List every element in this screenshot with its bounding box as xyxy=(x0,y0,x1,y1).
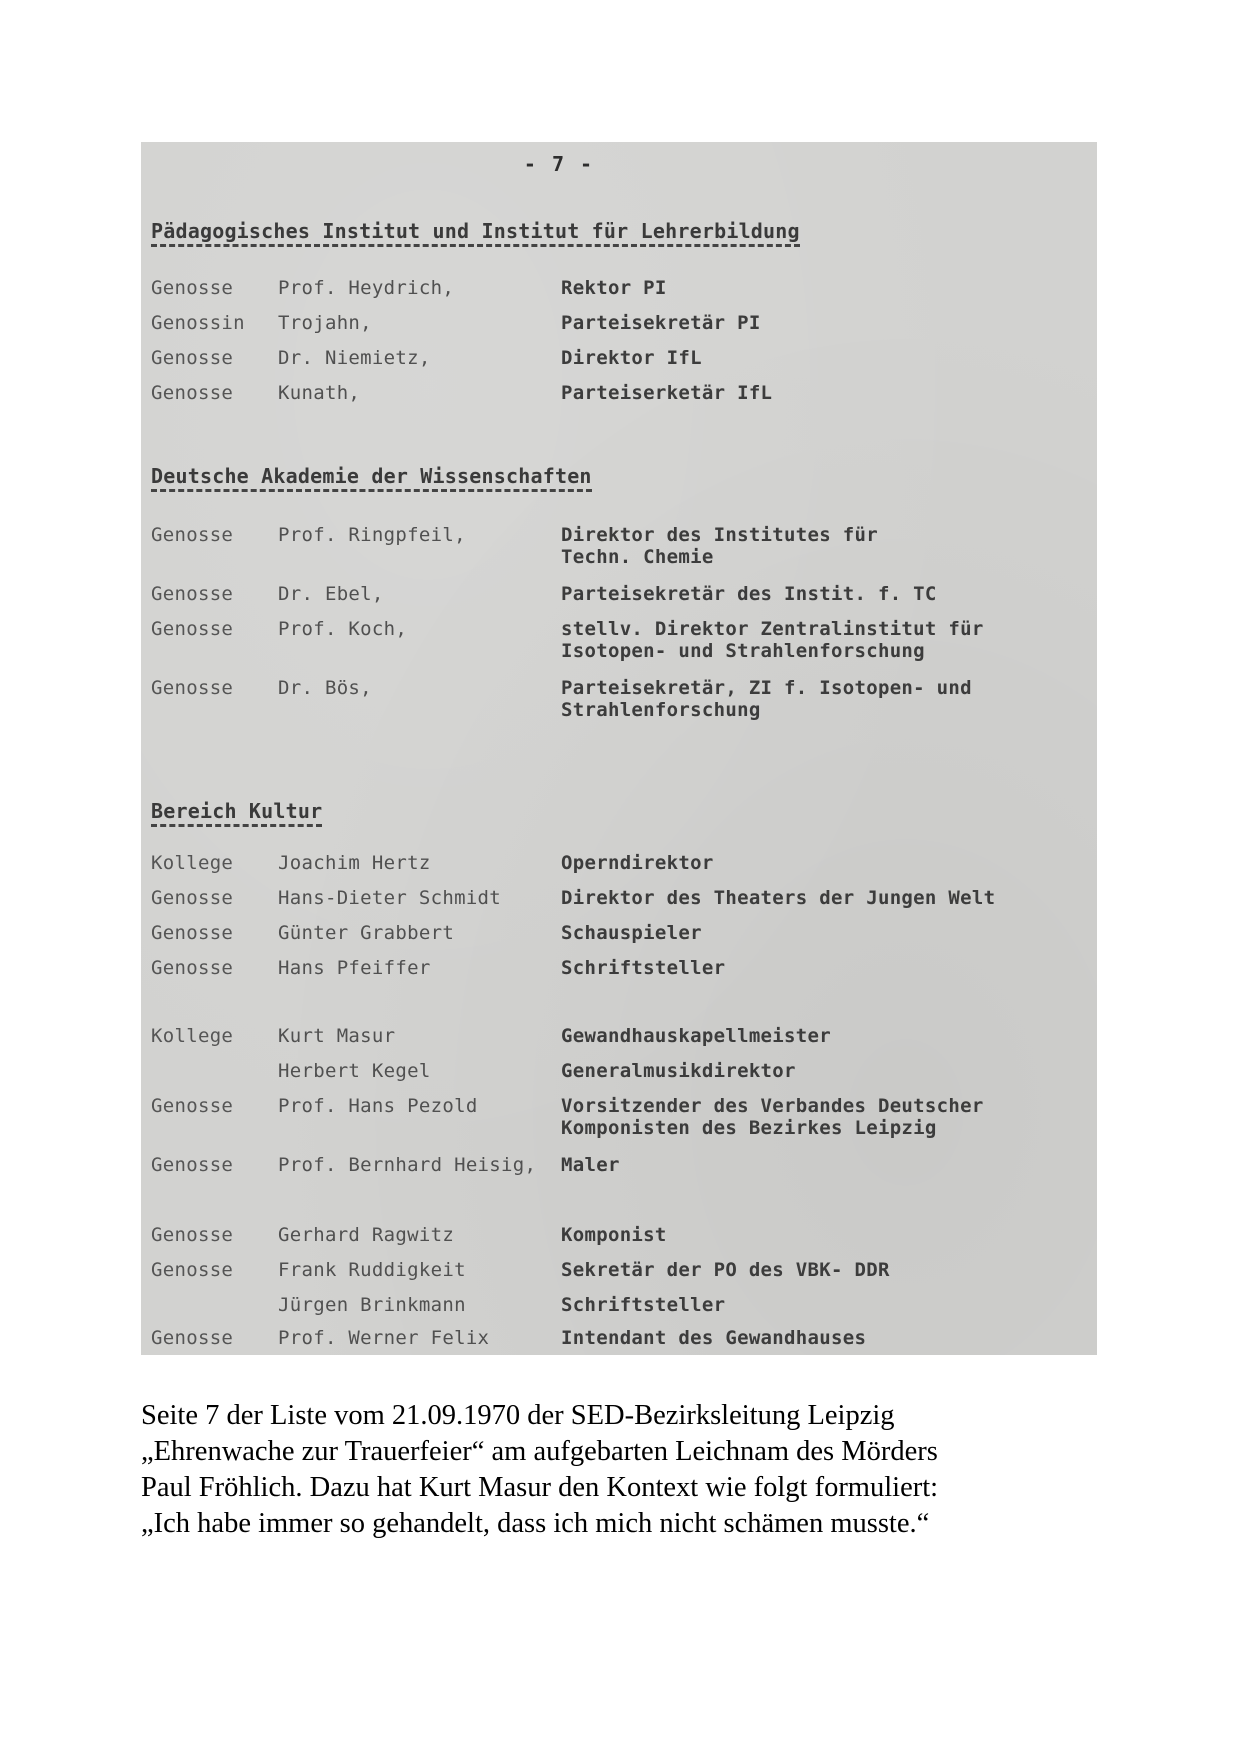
salutation: Genosse xyxy=(151,347,234,369)
caption-line: Paul Fröhlich. Dazu hat Kurt Masur den Kontext wie folgt formuliert: xyxy=(141,1472,939,1503)
salutation: Genosse xyxy=(151,618,234,640)
salutation: Genosse xyxy=(151,957,234,979)
section-heading-paedagogisches-institut: Pädagogisches Institut und Institut für Lehrerbildung xyxy=(151,219,800,247)
person-role: Parteisekretär PI xyxy=(561,312,761,334)
section-heading-bereich-kultur: Bereich Kultur xyxy=(151,799,322,827)
salutation: Kollege xyxy=(151,852,234,874)
person-name: Kunath, xyxy=(278,382,361,404)
page-number: - 7 - xyxy=(523,152,595,176)
person-name: Frank Ruddigkeit xyxy=(278,1259,466,1281)
salutation: Genosse xyxy=(151,1154,234,1176)
section-heading-akademie: Deutsche Akademie der Wissenschaften xyxy=(151,464,592,492)
person-role: Intendant des Gewandhauses xyxy=(561,1327,867,1349)
person-role: Schauspieler xyxy=(561,922,702,944)
salutation: Genosse xyxy=(151,382,234,404)
person-role: Maler xyxy=(561,1154,620,1176)
salutation: Genosse xyxy=(151,922,234,944)
person-name: Prof. Ringpfeil, xyxy=(278,524,466,546)
person-role: Parteiserketär IfL xyxy=(561,382,773,404)
caption-line: „Ich habe immer so gehandelt, dass ich mich nicht schämen musste.“ xyxy=(141,1508,930,1539)
person-name: Prof. Hans Pezold xyxy=(278,1095,478,1117)
scanned-document-image xyxy=(141,142,1097,1355)
person-name: Dr. Ebel, xyxy=(278,583,384,605)
person-name: Prof. Koch, xyxy=(278,618,408,640)
salutation: Kollege xyxy=(151,1025,234,1047)
salutation: Genosse xyxy=(151,1224,234,1246)
person-role: Rektor PI xyxy=(561,277,667,299)
salutation: Genosse xyxy=(151,583,234,605)
person-name: Jürgen Brinkmann xyxy=(278,1294,466,1316)
person-name: Prof. Bernhard Heisig, xyxy=(278,1154,537,1176)
person-name: Günter Grabbert xyxy=(278,922,455,944)
person-name: Kurt Masur xyxy=(278,1025,396,1047)
person-role: stellv. Direktor Zentralinstitut für Isotopen- und Strahlenforschung xyxy=(561,618,984,662)
person-name: Herbert Kegel xyxy=(278,1060,431,1082)
person-name: Dr. Bös, xyxy=(278,677,372,699)
person-role: Generalmusikdirektor xyxy=(561,1060,796,1082)
person-role: Operndirektor xyxy=(561,852,714,874)
salutation: Genossin xyxy=(151,312,245,334)
person-name: Prof. Heydrich, xyxy=(278,277,455,299)
person-name: Joachim Hertz xyxy=(278,852,431,874)
salutation: Genosse xyxy=(151,524,234,546)
person-role: Parteisekretär des Instit. f. TC xyxy=(561,583,937,605)
person-role: Schriftsteller xyxy=(561,1294,726,1316)
person-role: Vorsitzender des Verbandes Deutscher Komponisten des Bezirkes Leipzig xyxy=(561,1095,984,1139)
image-caption xyxy=(141,1398,1101,1542)
person-name: Hans Pfeiffer xyxy=(278,957,431,979)
person-name: Trojahn, xyxy=(278,312,372,334)
caption-line: Seite 7 der Liste vom 21.09.1970 der SED-Bezirksleitung Leipzig xyxy=(141,1400,895,1431)
person-role: Parteisekretär, ZI f. Isotopen- und Strahlenforschung xyxy=(561,677,972,721)
person-name: Hans-Dieter Schmidt xyxy=(278,887,502,909)
person-role: Gewandhauskapellmeister xyxy=(561,1025,831,1047)
salutation: Genosse xyxy=(151,1095,234,1117)
person-name: Dr. Niemietz, xyxy=(278,347,431,369)
person-role: Direktor des Theaters der Jungen Welt xyxy=(561,887,996,909)
salutation: Genosse xyxy=(151,277,234,299)
caption-line: „Ehrenwache zur Trauerfeier“ am aufgebarten Leichnam des Mörders xyxy=(141,1436,938,1467)
salutation: Genosse xyxy=(151,887,234,909)
person-name: Prof. Werner Felix xyxy=(278,1327,490,1349)
person-role: Direktor IfL xyxy=(561,347,702,369)
person-role: Sekretär der PO des VBK- DDR xyxy=(561,1259,890,1281)
person-role: Schriftsteller xyxy=(561,957,726,979)
person-role: Komponist xyxy=(561,1224,667,1246)
salutation: Genosse xyxy=(151,1259,234,1281)
person-name: Gerhard Ragwitz xyxy=(278,1224,455,1246)
salutation: Genosse xyxy=(151,1327,234,1349)
person-role: Direktor des Institutes für Techn. Chemie xyxy=(561,524,878,568)
salutation: Genosse xyxy=(151,677,234,699)
